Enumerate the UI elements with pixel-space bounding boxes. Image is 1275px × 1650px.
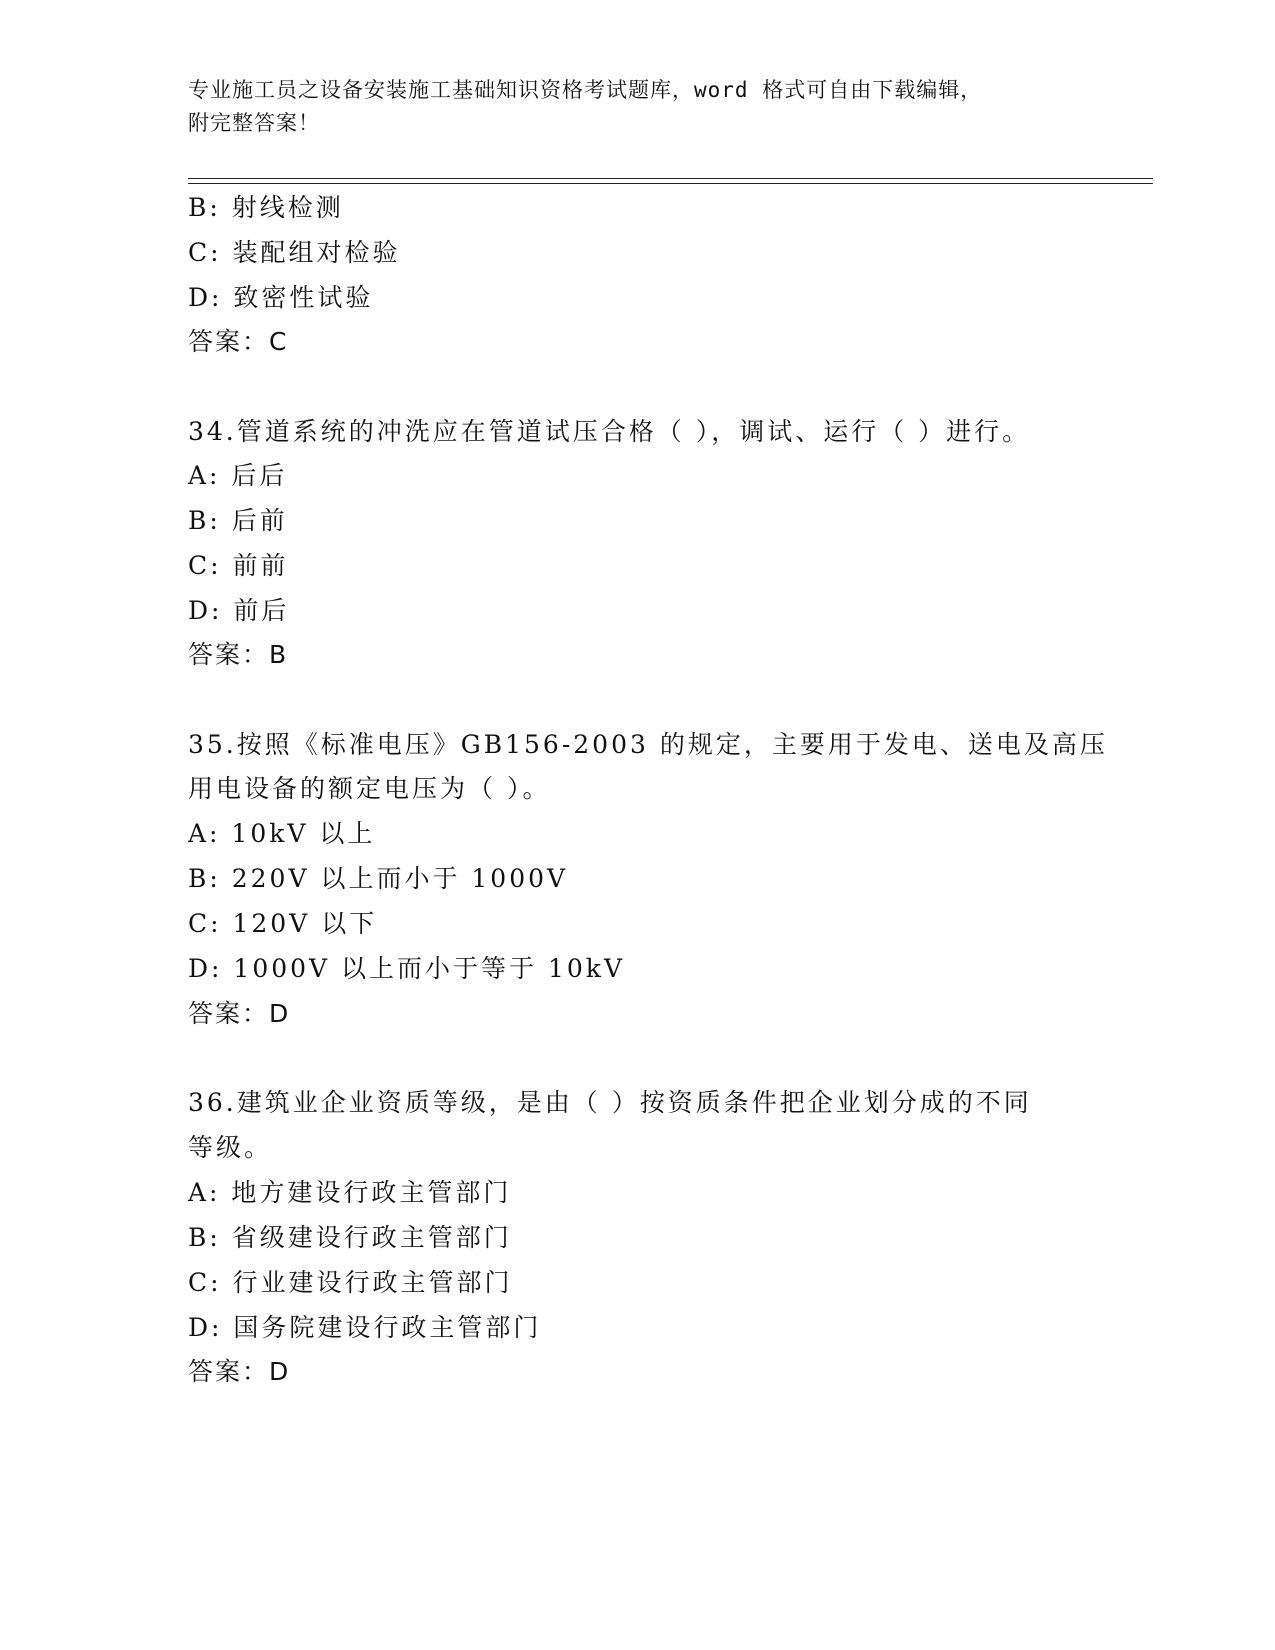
- question-34-option-c: C: 前前: [188, 551, 289, 580]
- document-header: [188, 74, 1068, 140]
- question-35-answer: 答案：D: [188, 999, 291, 1028]
- question-35-stem-line-2: 用电设备的额定电压为（ ）。: [188, 774, 551, 803]
- question-35-stem-line-1: 35.按照《标准电压》GB156-2003 的规定，主要用于发电、送电及高压: [188, 730, 1108, 759]
- answer: 答案：C: [188, 327, 289, 356]
- question-34-answer: 答案：B: [188, 640, 289, 669]
- question-36-option-a: A: 地方建设行政主管部门: [188, 1178, 512, 1207]
- question-36-answer: 答案：D: [188, 1357, 291, 1386]
- option-c: C: 装配组对检验: [188, 238, 401, 267]
- option-b: B: 射线检测: [188, 193, 344, 222]
- question-35-option-b: B: 220V 以上而小于 1000V: [188, 864, 569, 893]
- question-35-option-a: A: 10kV 以上: [188, 819, 376, 848]
- question-34-option-d: D: 前后: [188, 596, 290, 625]
- header-line-1: 专业施工员之设备安装施工基础知识资格考试题库，word 格式可自由下载编辑，: [188, 78, 983, 102]
- question-36-option-d: D: 国务院建设行政主管部门: [188, 1313, 542, 1342]
- question-35-option-d: D: 1000V 以上而小于等于 10kV: [188, 954, 625, 983]
- question-34-option-a: A: 后后: [188, 461, 288, 490]
- question-36-option-b: B: 省级建设行政主管部门: [188, 1223, 512, 1252]
- question-36-stem-line-1: 36.建筑业企业资质等级，是由（ ）按资质条件把企业划分成的不同: [188, 1088, 1032, 1117]
- question-34-stem: 34.管道系统的冲洗应在管道试压合格（ ），调试、运行（ ）进行。: [188, 417, 1031, 446]
- question-36-stem-line-2: 等级。: [188, 1133, 273, 1162]
- option-d: D: 致密性试验: [188, 283, 374, 312]
- header-line-2: 附完整答案！: [188, 111, 320, 135]
- question-35-option-c: C: 120V 以下: [188, 909, 378, 938]
- header-divider-top: [188, 178, 1153, 179]
- question-34-option-b: B: 后前: [188, 506, 288, 535]
- header-divider-bottom: [188, 183, 1153, 184]
- question-36-option-c: C: 行业建设行政主管部门: [188, 1268, 513, 1297]
